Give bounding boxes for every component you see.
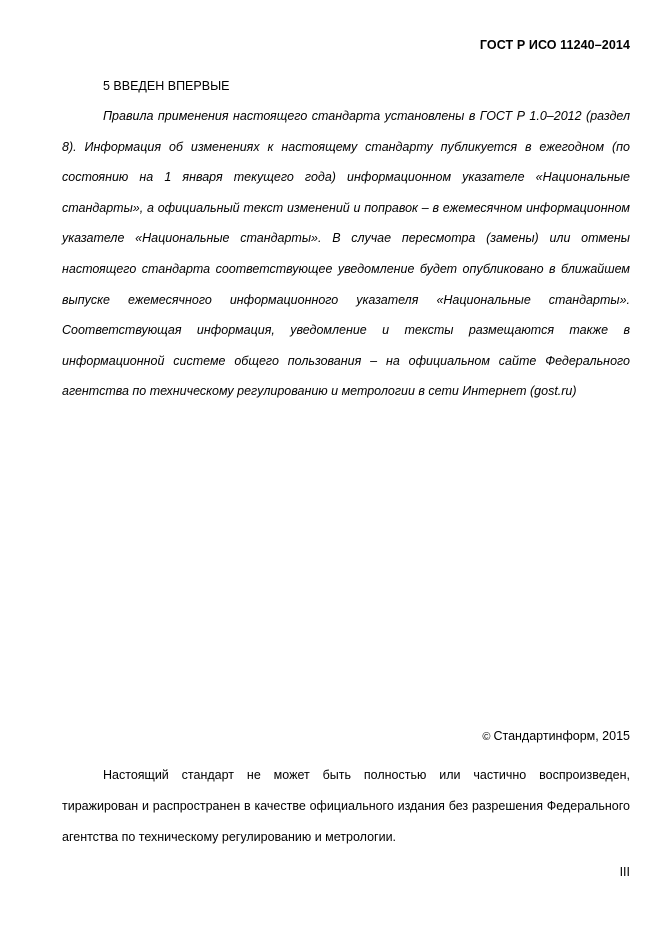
- document-code-header: ГОСТ Р ИСО 11240–2014: [479, 38, 630, 52]
- copyright-icon: ©: [482, 731, 491, 743]
- introduction-paragraph: Правила применения настоящего стандарта установлены в ГОСТ Р 1.0–2012 (раздел 8). Информация об изменениях к настоящему стандарту публикуется в ежегодном (по состоянию на 1 января текущего года) информационном указателе «Национальные стандарты», а официальный текст изменений и поправок – в ежемесячном информационном указателе «Национальные стандарты». В случае пересмотра (замены) или отмены настоящего стандарта соответствующее уведомление будет опубликовано в ближайшем выпуске ежемесячного информационного указателя «Национальные стандарты». Соответствующая информация, уведомление и тексты размещаются также в информационной системе общего пользования – на официальном сайте Федерального агентства по техническому регулированию и метрологии в сети Интернет (gost.ru): [62, 109, 630, 399]
- copyright-line: [482, 729, 630, 743]
- reproduction-notice: Настоящий стандарт не может быть полностью или частично воспроизведен, тиражирован и распространен в качестве официального издания без разрешения Федерального агентства по техническому регулированию и метрологии.: [62, 768, 630, 844]
- page-number: III: [619, 865, 630, 879]
- section-title: 5 ВВЕДЕН ВПЕРВЫЕ: [103, 79, 230, 93]
- copyright-text: Стандартинформ, 2015: [493, 729, 630, 743]
